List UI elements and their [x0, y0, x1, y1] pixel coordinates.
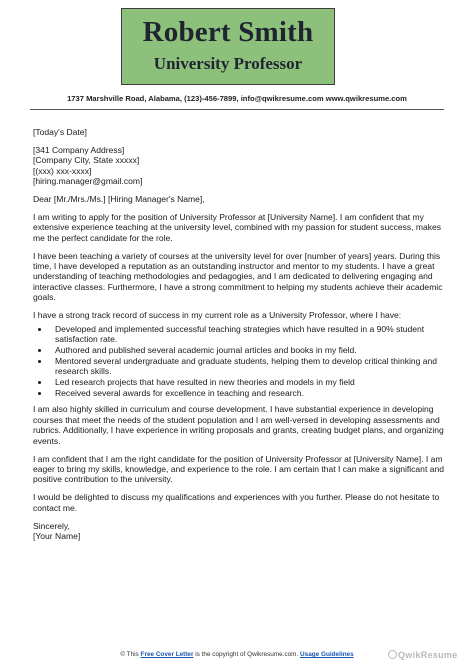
letter-date: [Today's Date] — [33, 127, 87, 137]
footer-copyright: is the copyright of Qwikresume.com. — [195, 651, 299, 658]
list-item: • Mentored several undergraduate and graduate students, helping them to develop critical thinking and research skills. — [50, 356, 445, 377]
address-line: [(xxx) xxx-xxxx] — [33, 165, 92, 176]
header-divider — [30, 109, 444, 110]
candidate-title: University Professor — [153, 54, 303, 73]
free-cover-letter-link[interactable]: Free Cover Letter — [140, 651, 194, 658]
address-line: [341 Company Address] — [33, 144, 125, 155]
paragraph-track-record: I have a strong track record of success in my current role as a University Professor, where I have: — [33, 310, 402, 321]
paragraph-confidence: I am confident that I am the right candidate for the position of University Professor at [University Name]. I am eager to bring my skills, knowledge, and experience to the role. I am certain that I can make a significant and positive contribution to the university. — [33, 453, 444, 485]
candidate-name: Robert Smith — [142, 16, 314, 48]
address-line: [hiring.manager@gmail.com] — [33, 176, 143, 187]
footer-prefix: © This — [120, 651, 139, 658]
recipient-address — [33, 145, 445, 187]
letter-body — [33, 127, 445, 549]
list-item: • Developed and implemented successful teaching strategies which have resulted in a 90% student satisfaction rate. — [50, 324, 445, 345]
brand-logo — [388, 650, 458, 660]
list-item: • Led research projects that have resulted in new theories and models in my field — [50, 377, 445, 387]
salutation: Dear [Mr./Mrs./Ms.] [Hiring Manager's Name], — [33, 194, 205, 205]
achievement-list — [33, 324, 445, 399]
closing-block — [33, 521, 445, 542]
usage-guidelines-link[interactable]: Usage Guidelines — [300, 651, 354, 658]
brand-name: QwikResume — [398, 650, 458, 660]
logo-icon — [388, 650, 397, 659]
contact-line: 1737 Marshville Road, Alabama, (123)-456-7899, info@qwikresume.com www.qwikresume.com — [67, 94, 407, 103]
list-item: • Received several awards for excellence in teaching and research. — [50, 388, 445, 398]
paragraph-curriculum: I am also highly skilled in curriculum and course development. I have substantial experience in developing courses that meet the needs of the student population and I am well-versed in developing assessments and rubrics. Additionally, I have experience in writing proposals and grants, creating budget plans, and organizing events. — [33, 404, 444, 446]
signature: [Your Name] — [33, 531, 81, 541]
address-line: [Company City, State xxxxx] — [33, 155, 140, 166]
paragraph-intro: I am writing to apply for the position of University Professor at [University Name]. I am confident that my extensive experience teaching at the university level, combined with my passion for student success, makes me the perfect candidate for the role. — [33, 211, 442, 243]
list-item: • Authored and published several academic journal articles and books in my field. — [50, 345, 445, 355]
name-banner — [121, 8, 335, 85]
paragraph-contact: I would be delighted to discuss my qualifications and experiences with you further. Please do not hesitate to contact me. — [33, 492, 440, 513]
closing: Sincerely, — [33, 520, 70, 531]
paragraph-experience: I have been teaching a variety of courses at the university level for over [number of years] years. During this time, I have developed a reputation as an outstanding instructor and mentor to my students. I have a great understanding of teaching methodologies and pedagogies, and I am dedicated to delivering engaging and interactive classes. Furthermore, I have a strong commitment to helping my students achieve their academic goals. — [33, 250, 443, 303]
